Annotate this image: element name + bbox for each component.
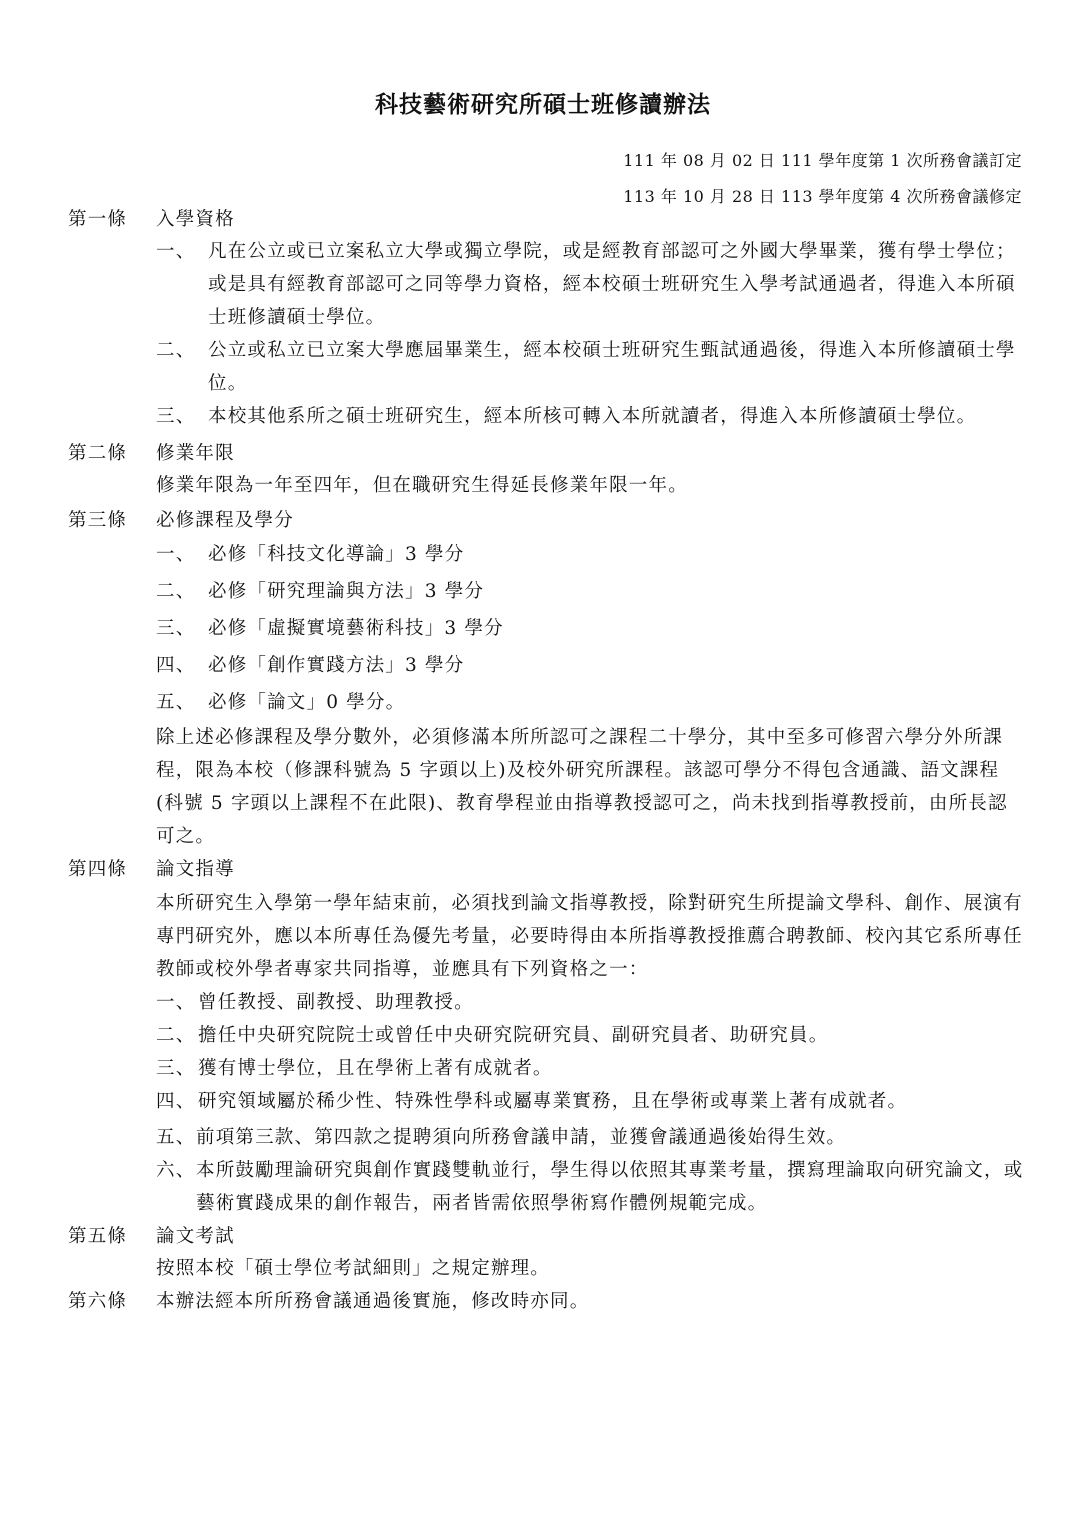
list-item [68,536,1024,573]
item-number: 四、 [156,655,196,676]
list-item [68,573,1024,610]
list-item [68,647,1024,684]
item-number: 六、 [156,1160,196,1181]
item-text: 本所鼓勵理論研究與創作實踐雙軌並行，學生得以依照其專業考量，撰寫理論取向研究論文，或藝術實踐成果的創作報告，兩者皆需依照學術寫作體例規範完成。 [196,1160,1024,1214]
article-6-heading [68,1287,1024,1317]
article-5-heading [68,1222,1024,1252]
item-number: 四、 [156,1091,196,1112]
item-number: 二、 [156,1025,196,1046]
amendment-note: 113 年 10 月 28 日 113 學年度第 4 次所務會議修定 [623,187,1022,206]
item-text: 獲有博士學位，且在學術上著有成就者。 [198,1058,553,1079]
item-text: 本校其他系所之碩士班研究生，經本所核可轉入本所就讀者，得進入本所修讀碩士學位。 [208,406,977,427]
article-number: 第三條 [68,510,128,531]
list-item [68,986,1024,1019]
item-number: 二、 [156,581,196,602]
item-text: 必修「創作實踐方法」3 學分 [208,655,465,676]
enactment-note: 111 年 08 月 02 日 111 學年度第 1 次所務會議訂定 [623,151,1022,170]
article-title: 論文指導 [156,859,235,880]
list-item [68,235,1024,334]
list-item [68,1154,1024,1220]
article-paragraph: 按照本校「碩士學位考試細則」之規定辦理。 [156,1258,551,1279]
item-number: 三、 [156,1058,196,1079]
list-item [68,334,1024,400]
document-body [68,203,1024,1317]
item-text: 必修「論文」0 學分。 [208,692,406,713]
document-title: 科技藝術研究所碩士班修讀辦法 [375,91,711,118]
article-title: 必修課程及學分 [156,510,294,531]
article-number: 第四條 [68,859,128,880]
list-item [68,684,1024,721]
item-number: 三、 [156,618,196,639]
list-item [68,610,1024,647]
item-number: 一、 [156,241,196,262]
list-item [68,1121,1024,1154]
article-number: 第二條 [68,443,128,464]
article-title: 修業年限 [156,443,235,464]
item-number: 五、 [156,692,196,713]
article-paragraph: 修業年限為一年至四年，但在職研究生得延長修業年限一年。 [156,475,688,496]
item-text: 必修「研究理論與方法」3 學分 [208,581,485,602]
article-1-heading [68,205,1024,235]
list-item [68,400,1024,433]
item-number: 二、 [156,340,196,361]
list-item [68,1085,1024,1118]
article-4-heading [68,855,1024,885]
item-text: 必修「科技文化導論」3 學分 [208,544,465,565]
item-text: 前項第三款、第四款之提聘須向所務會議申請，並獲會議通過後始得生效。 [196,1127,847,1148]
item-number: 五、 [156,1127,196,1148]
article-number: 第一條 [68,209,128,230]
article-title: 本辦法經本所所務會議通過後實施，修改時亦同。 [156,1291,590,1312]
item-text: 凡在公立或已立案私立大學或獨立學院，或是經教育部認可之外國大學畢業，獲有學士學位；或是具有經教育部認可之同等學力資格，經本校碩士班研究生入學考試通過者，得進入本所碩士班修讀碩士學位。 [208,241,1016,328]
list-item [68,1019,1024,1052]
item-text: 公立或私立已立案大學應屆畢業生，經本校碩士班研究生甄試通過後，得進入本所修讀碩士學位。 [208,340,1016,394]
article-number: 第五條 [68,1226,128,1247]
article-title: 入學資格 [156,209,235,230]
article-paragraph: 本所研究生入學第一學年結束前，必須找到論文指導教授，除對研究生所提論文學科、創作、展演有專門研究外，應以本所專任為優先考量，必要時得由本所指導教授推薦合聘教師、校內其它系所專任教師或校外學者專家共同指導，並應具有下列資格之一： [156,893,1023,980]
article-3-heading [68,506,1024,536]
item-text: 曾任教授、副教授、助理教授。 [198,992,474,1013]
article-2-heading [68,439,1024,469]
article-number: 第六條 [68,1291,128,1312]
item-number: 一、 [156,992,196,1013]
item-text: 必修「虛擬實境藝術科技」3 學分 [208,618,504,639]
article-title: 論文考試 [156,1226,235,1247]
article-paragraph: 除上述必修課程及學分數外，必須修滿本所所認可之課程二十學分，其中至多可修習六學分外所課程，限為本校（修課科號為 5 字頭以上)及校外研究所課程。該認可學分不得包含通識、語文課程(科號 5 字頭以上課程不在此限)、教育學程並由指導教授認可之，尚未找到指導教授前，由所長認可之。 [156,727,1008,847]
item-number: 三、 [156,406,196,427]
item-text: 擔任中央研究院院士或曾任中央研究院研究員、副研究員者、助研究員。 [198,1025,829,1046]
item-text: 研究領域屬於稀少性、特殊性學科或屬專業實務，且在學術或專業上著有成就者。 [198,1091,908,1112]
item-number: 一、 [156,544,196,565]
list-item [68,1052,1024,1085]
